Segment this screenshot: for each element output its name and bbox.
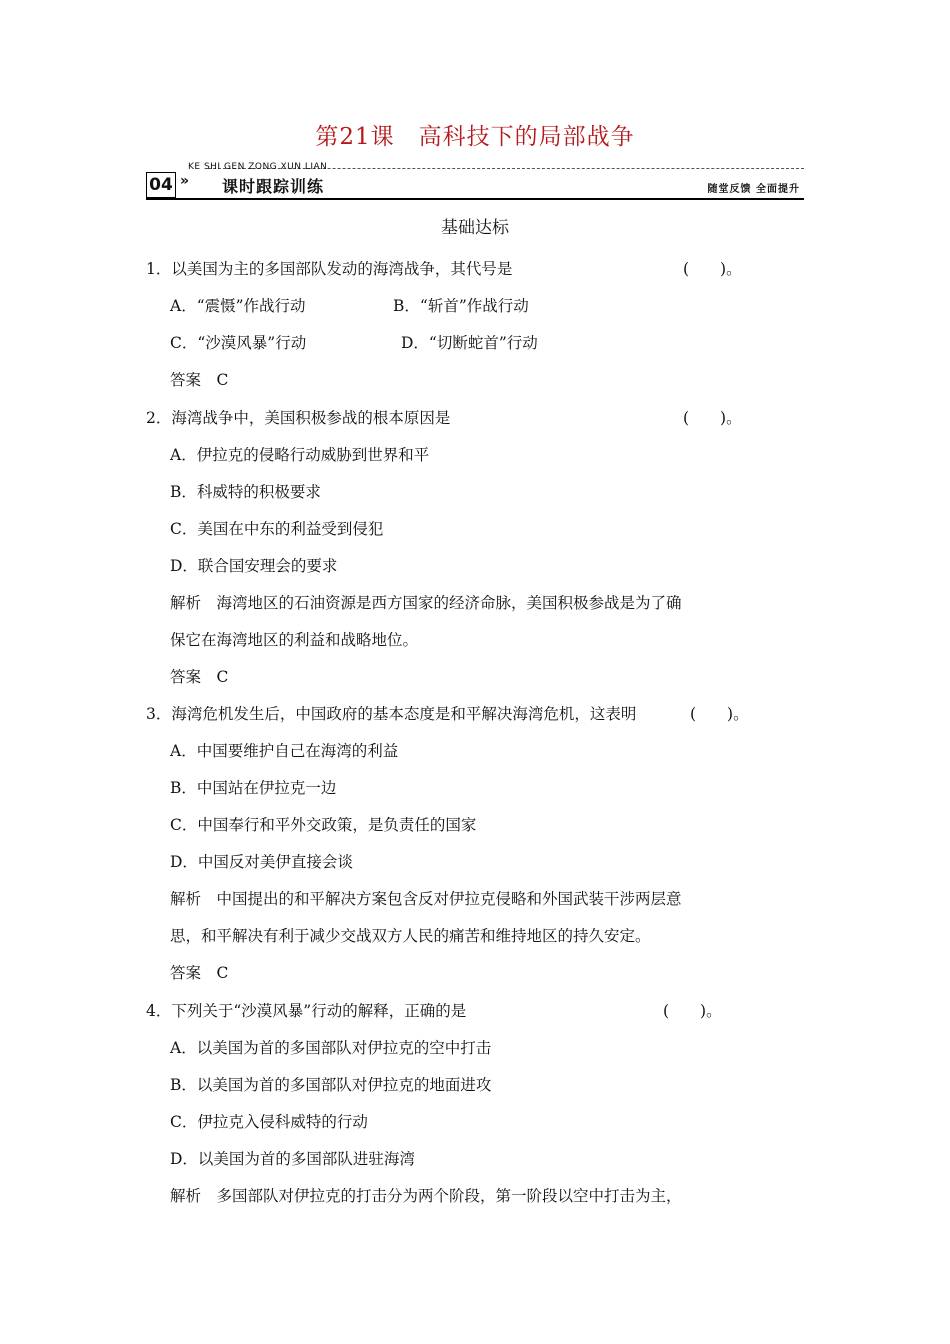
option-a: A．以美国为首的多国部队对伊拉克的空中打击: [170, 1039, 492, 1057]
answer-line: 答案 C: [170, 371, 229, 389]
lesson-title: 第21课 高科技下的局部战争: [315, 124, 635, 150]
question-1: 1．以美国为主的多国部队发动的海湾战争，其代号是: [146, 260, 513, 278]
option-b: B．“斩首”作战行动: [393, 297, 529, 315]
option-c: C．中国奉行和平外交政策，是负责任的国家: [170, 816, 477, 834]
option-b: B．以美国为首的多国部队对伊拉克的地面进攻: [170, 1076, 492, 1094]
option-c: C．伊拉克入侵科威特的行动: [170, 1113, 368, 1131]
banner-right-text: 随堂反馈 全面提升: [707, 184, 800, 195]
answer-line: 答案 C: [170, 964, 229, 982]
option-b: B．中国站在伊拉克一边: [170, 779, 337, 797]
chevron-icon: »: [180, 173, 190, 189]
option-a: A．中国要维护自己在海湾的利益: [170, 742, 399, 760]
question-4: 4．下列关于“沙漠风暴”行动的解释，正确的是: [146, 1002, 467, 1020]
banner-number: 04: [146, 172, 176, 198]
question-2: 2．海湾战争中，美国积极参战的根本原因是: [146, 409, 451, 427]
banner-rule: [146, 198, 804, 200]
option-a: A．“震慑”作战行动: [170, 297, 306, 315]
answer-blank: ( )。: [690, 705, 749, 723]
option-a: A．伊拉克的侵略行动威胁到世界和平: [170, 446, 430, 464]
option-d: D．以美国为首的多国部队进驻海湾: [170, 1150, 415, 1168]
section-banner: [146, 164, 804, 200]
question-3: 3．海湾危机发生后，中国政府的基本态度是和平解决海湾危机，这表明: [146, 705, 637, 723]
analysis-line: 解析 多国部队对伊拉克的打击分为两个阶段，第一阶段以空中打击为主，: [170, 1187, 682, 1205]
analysis-line: 解析 海湾地区的石油资源是西方国家的经济命脉，美国积极参战是为了确: [170, 594, 682, 612]
option-d: D．“切断蛇首”行动: [401, 334, 538, 352]
option-c: C．“沙漠风暴”行动: [170, 334, 307, 352]
option-b: B．科威特的积极要求: [170, 483, 321, 501]
section-title: 基础达标: [441, 218, 509, 238]
banner-pinyin: KE SHI GEN ZONG XUN LIAN: [188, 162, 328, 172]
banner-label: 课时跟踪训练: [222, 177, 325, 196]
answer-line: 答案 C: [170, 668, 229, 686]
option-d: D．中国反对美伊直接会谈: [170, 853, 353, 871]
option-c: C．美国在中东的利益受到侵犯: [170, 520, 384, 538]
answer-blank: ( )。: [683, 260, 742, 278]
option-d: D．联合国安理会的要求: [170, 557, 338, 575]
analysis-line: 思，和平解决有利于减少交战双方人民的痛苦和维持地区的持久安定。: [170, 927, 651, 945]
analysis-line: 保它在海湾地区的利益和战略地位。: [170, 631, 419, 649]
answer-blank: ( )。: [683, 409, 742, 427]
analysis-line: 解析 中国提出的和平解决方案包含反对伊拉克侵略和外国武装干涉两层意: [170, 890, 682, 908]
answer-blank: ( )。: [663, 1002, 722, 1020]
